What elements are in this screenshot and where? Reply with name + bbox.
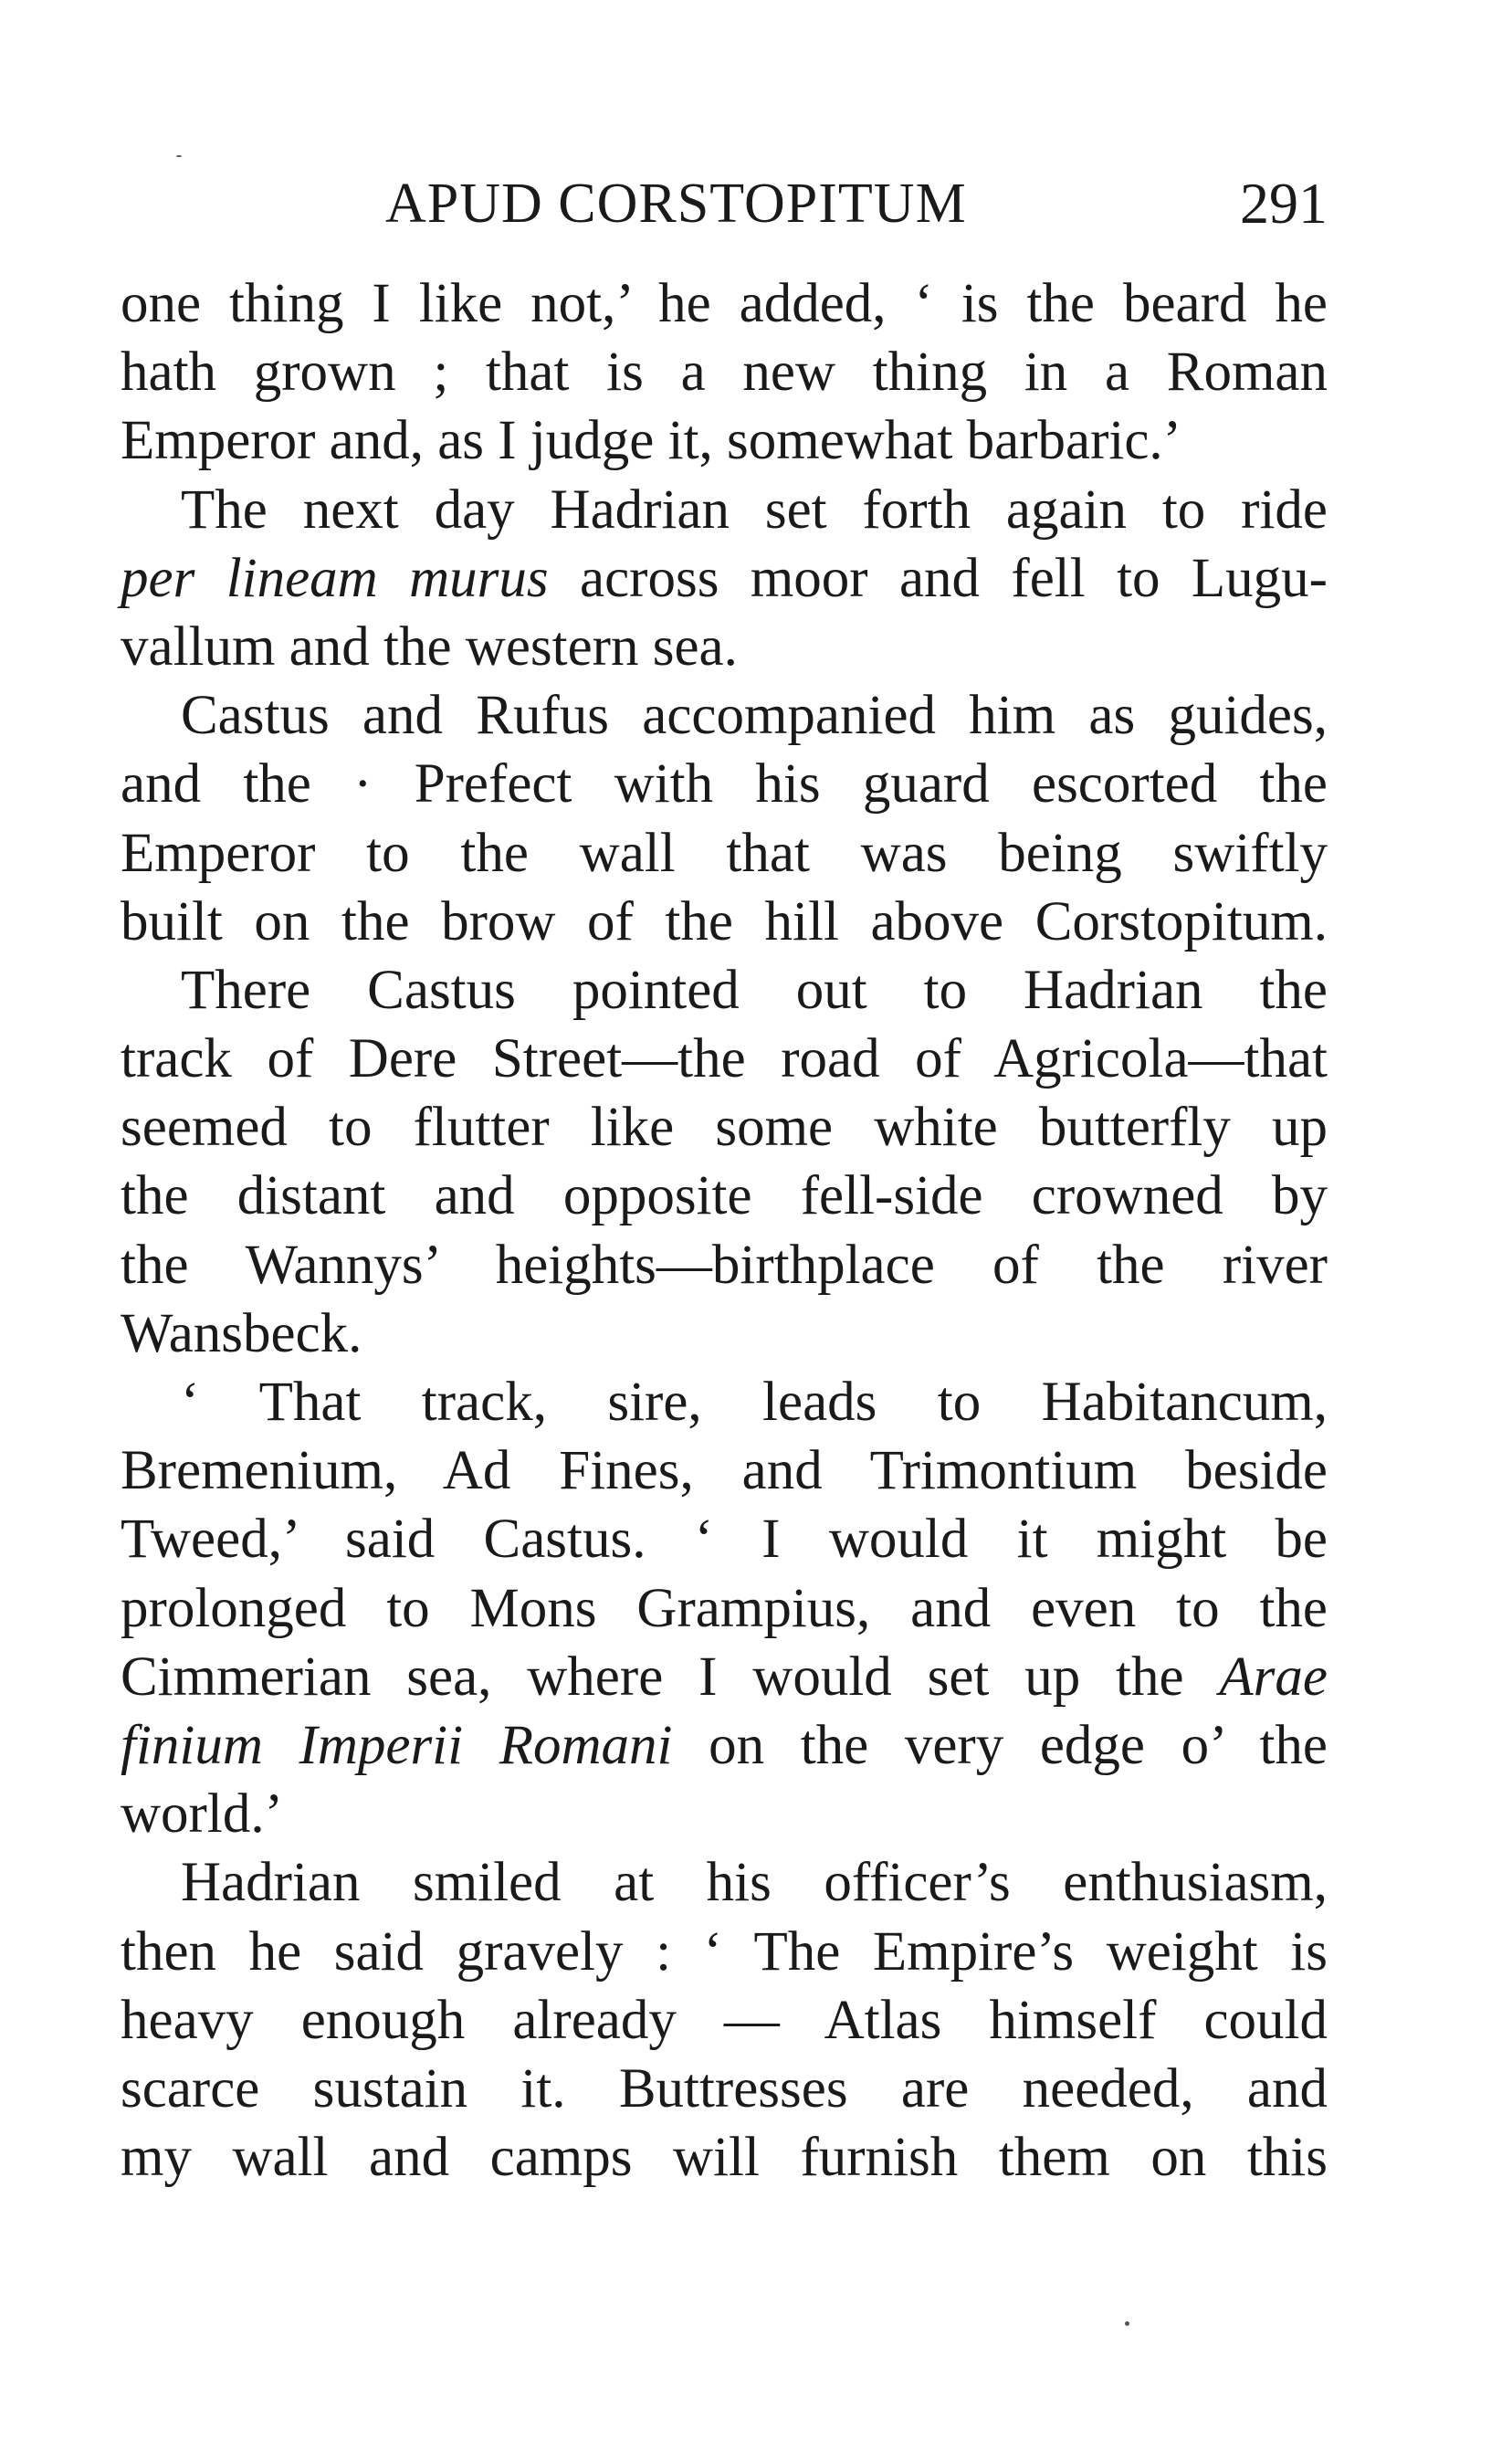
text-line bbox=[121, 1505, 1328, 1573]
text-line bbox=[121, 476, 1328, 544]
line-text: Tweed,’ said Castus. ‘ I would it might be bbox=[121, 1509, 1328, 1571]
page-number: 291 bbox=[1240, 171, 1328, 236]
line-text: Emperor to the wall that was being swiftly bbox=[121, 822, 1328, 884]
text-line bbox=[121, 1025, 1328, 1093]
line-text: hath grown ; that is a new thing in a Roman bbox=[121, 342, 1328, 404]
body-text bbox=[121, 269, 1328, 2192]
text-line bbox=[121, 544, 1328, 613]
line-text: my wall and camps will furnish them on this bbox=[121, 2127, 1328, 2189]
text-line bbox=[121, 1574, 1328, 1643]
line-text: prolonged to Mons Grampius, and even to the bbox=[121, 1577, 1328, 1639]
line-text: Bremenium, Ad Fines, and Trimontium beside bbox=[121, 1440, 1328, 1502]
text-line bbox=[121, 338, 1328, 406]
text-line bbox=[121, 1918, 1328, 1986]
text-line bbox=[121, 1436, 1328, 1505]
italic-phrase: finium Imperii Romani bbox=[121, 1714, 673, 1776]
line-text: Wansbeck. bbox=[121, 1302, 362, 1364]
line-text: one thing I like not,’ he added, ‘ is the beard he bbox=[121, 273, 1328, 334]
line-text: Castus and Rufus accompanied him as guides, bbox=[181, 685, 1328, 747]
line-text: scarce sustain it. Buttresses are needed, and bbox=[121, 2057, 1328, 2119]
text-line bbox=[121, 1162, 1328, 1230]
text-line bbox=[121, 1093, 1328, 1162]
text-line bbox=[121, 1711, 1328, 1780]
text-line bbox=[121, 681, 1328, 750]
text-line bbox=[121, 613, 1328, 681]
line-text: Hadrian smiled at his officer’s enthusiasm, bbox=[181, 1852, 1328, 1914]
text-line bbox=[121, 2123, 1328, 2192]
text-line bbox=[121, 2055, 1328, 2123]
print-speck bbox=[1125, 2321, 1129, 2326]
text-line bbox=[121, 1986, 1328, 2055]
text-line bbox=[121, 1780, 1328, 1848]
line-text: Cimmerian sea, where I would set up the bbox=[121, 1646, 1220, 1708]
line-text: the distant and opposite fell-side crowned by bbox=[121, 1165, 1328, 1227]
running-title: APUD CORSTOPITUM bbox=[385, 173, 967, 235]
line-text: world.’ bbox=[121, 1783, 283, 1846]
text-line bbox=[121, 819, 1328, 888]
text-line bbox=[121, 406, 1328, 475]
line-text: across moor and fell to Lugu- bbox=[548, 547, 1328, 609]
line-text: seemed to flutter like some white butterfly up bbox=[121, 1097, 1328, 1159]
text-line bbox=[121, 1368, 1328, 1436]
line-text: track of Dere Street—the road of Agricola—that bbox=[121, 1028, 1328, 1090]
text-line bbox=[121, 269, 1328, 338]
italic-phrase: per lineam murus bbox=[121, 547, 549, 609]
line-text: vallum and the western sea. bbox=[121, 615, 738, 678]
line-text: built on the brow of the hill above Corstopitum. bbox=[121, 890, 1328, 952]
line-text: and the · Prefect with his guard escorted the bbox=[121, 753, 1328, 815]
text-line bbox=[121, 888, 1328, 956]
running-head bbox=[121, 163, 1328, 245]
italic-phrase: Arae bbox=[1219, 1646, 1328, 1708]
line-text: the Wannys’ heights—birthplace of the river bbox=[121, 1234, 1328, 1296]
line-text: There Castus pointed out to Hadrian the bbox=[181, 959, 1328, 1021]
line-text: Emperor and, as I judge it, somewhat barbaric.’ bbox=[121, 410, 1181, 472]
line-text: on the very edge o’ the bbox=[672, 1714, 1328, 1776]
print-speck bbox=[176, 155, 182, 157]
text-line bbox=[121, 1848, 1328, 1917]
text-line bbox=[121, 750, 1328, 818]
line-text: heavy enough already — Atlas himself could bbox=[121, 1989, 1328, 2051]
line-text: The next day Hadrian set forth again to ride bbox=[181, 479, 1328, 541]
text-line bbox=[121, 1231, 1328, 1299]
line-text: ‘ That track, sire, leads to Habitancum, bbox=[181, 1372, 1328, 1433]
text-line bbox=[121, 1643, 1328, 1711]
text-line bbox=[121, 1299, 1328, 1368]
text-line bbox=[121, 956, 1328, 1025]
line-text: then he said gravely : ‘ The Empire’s weight is bbox=[121, 1920, 1328, 1982]
